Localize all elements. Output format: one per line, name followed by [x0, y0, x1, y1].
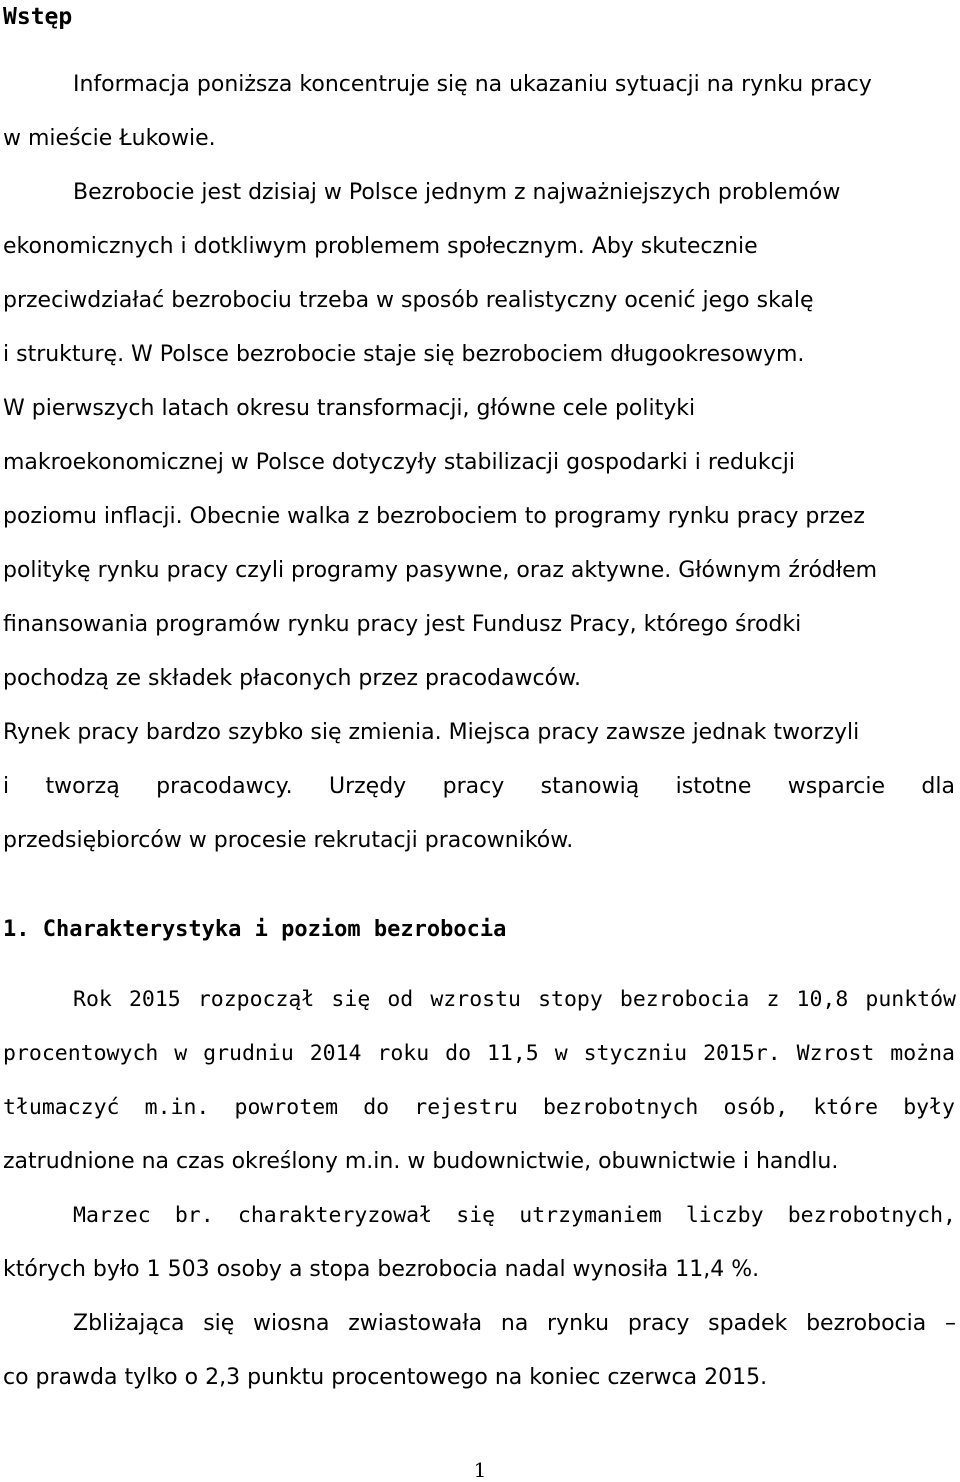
paragraph-line: i tworzą pracodawcy. Urzędy pracy stanowią istotne wsparcie dla — [3, 774, 955, 799]
paragraph-line: pochodzą ze składek płaconych przez pracodawców. — [3, 666, 582, 691]
paragraph-line: Bezrobocie jest dzisiaj w Polsce jednym z najważniejszych problemów — [73, 180, 841, 205]
page-number: 1 — [473, 1458, 487, 1482]
paragraph-line: Zbliżająca się wiosna zwiastowała na rynku pracy spadek bezrobocia – — [73, 1311, 956, 1336]
paragraph-line: W pierwszych latach okresu transformacji, główne cele polityki — [3, 396, 696, 421]
paragraph-line: przeciwdziałać bezrobociu trzeba w sposób realistyczny ocenić jego skalę — [3, 288, 814, 313]
paragraph-line: co prawda tylko o 2,3 punktu procentowego na koniec czerwca 2015. — [3, 1365, 768, 1390]
section-heading-intro: Wstęp — [3, 4, 73, 30]
paragraph-line: Rok 2015 rozpoczął się od wzrostu stopy bezrobocia z 10,8 punktów — [73, 987, 956, 1012]
paragraph-line: i strukturę. W Polsce bezrobocie staje się bezrobociem długookresowym. — [3, 342, 805, 367]
paragraph-line: Marzec br. charakteryzował się utrzymaniem liczby bezrobotnych, — [73, 1203, 956, 1228]
paragraph-line: przedsiębiorców w procesie rekrutacji pracowników. — [3, 828, 574, 853]
paragraph-line: zatrudnione na czas określony m.in. w budownictwie, obuwnictwie i handlu. — [3, 1149, 839, 1174]
paragraph-line: makroekonomicznej w Polsce dotyczyły stabilizacji gospodarki i redukcji — [3, 450, 795, 475]
paragraph-line: Informacja poniższa koncentruje się na ukazaniu sytuacji na rynku pracy — [73, 72, 872, 97]
paragraph-line: w mieście Łukowie. — [3, 126, 216, 151]
paragraph-line: politykę rynku pracy czyli programy pasywne, oraz aktywne. Głównym źródłem — [3, 558, 878, 583]
section-heading-1: 1. Charakterystyka i poziom bezrobocia — [3, 917, 507, 942]
paragraph-line: ekonomicznych i dotkliwym problemem społecznym. Aby skutecznie — [3, 234, 758, 259]
paragraph-line: poziomu inflacji. Obecnie walka z bezrobociem to programy rynku pracy przez — [3, 504, 865, 529]
paragraph-line: których było 1 503 osoby a stopa bezrobocia nadal wynosiła 11,4 %. — [3, 1257, 760, 1282]
paragraph-line: finansowania programów rynku pracy jest Fundusz Pracy, którego środki — [3, 612, 802, 637]
paragraph-line: procentowych w grudniu 2014 roku do 11,5 w styczniu 2015r. Wzrost można — [3, 1041, 955, 1066]
paragraph-line: tłumaczyć m.in. powrotem do rejestru bezrobotnych osób, które były — [3, 1095, 955, 1120]
paragraph-line: Rynek pracy bardzo szybko się zmienia. Miejsca pracy zawsze jednak tworzyli — [3, 720, 860, 745]
